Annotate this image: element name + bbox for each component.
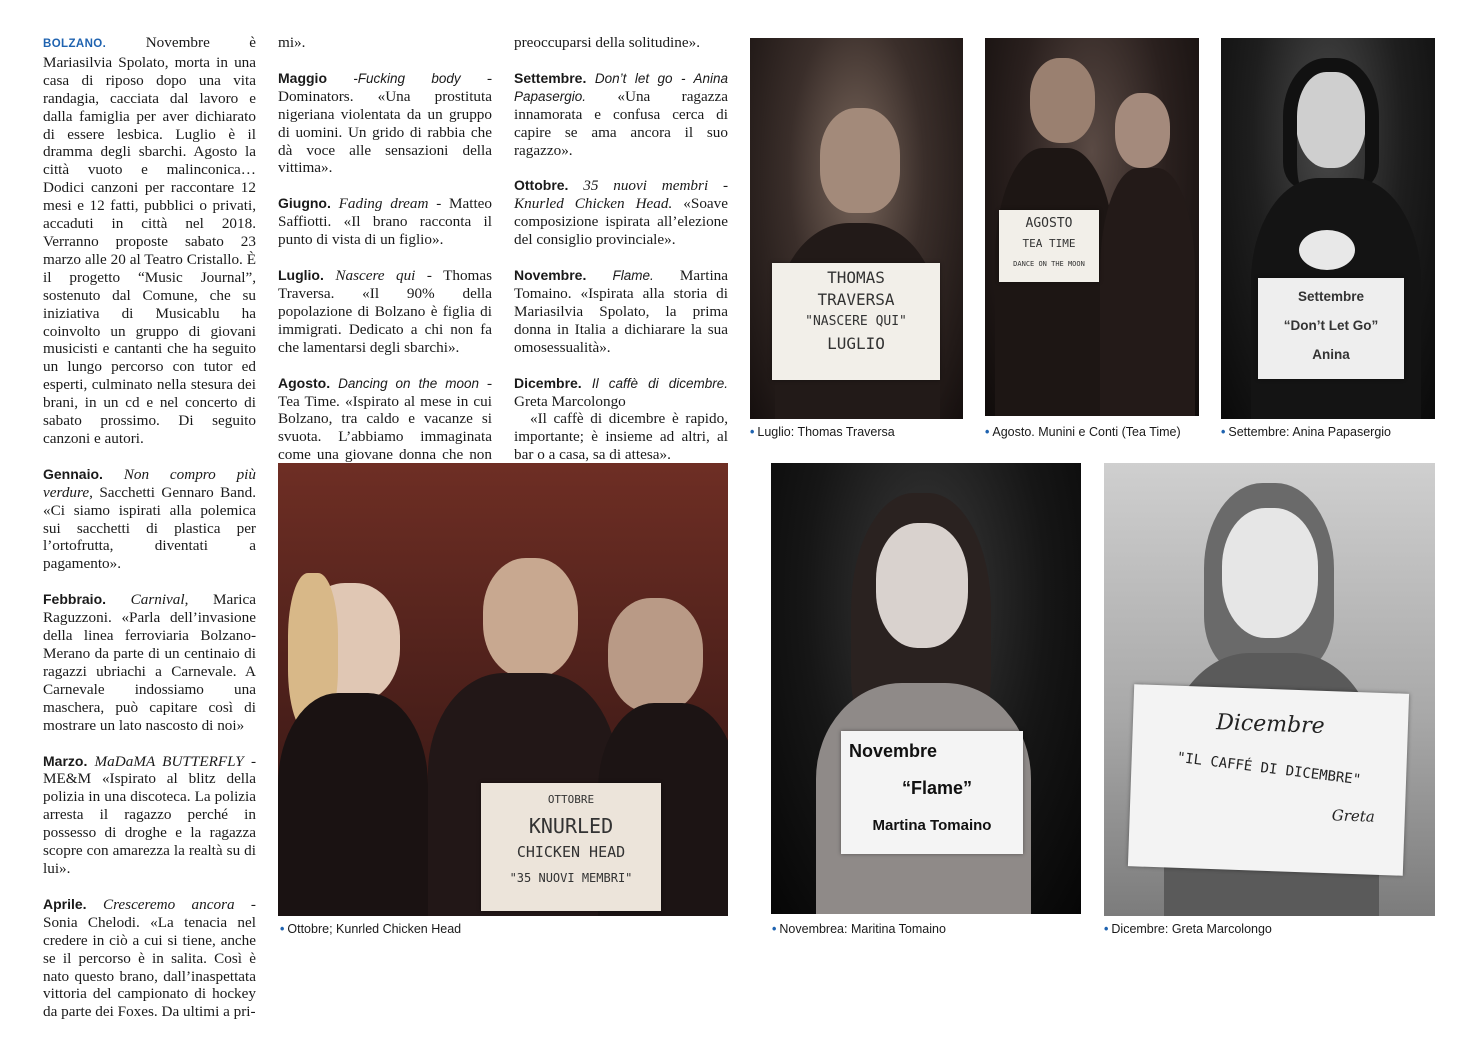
person-body <box>278 693 428 916</box>
entry-text: - Sonia Chelodi. «La tenacia nel credere in ciò a cui si tiene, anche se il percorso è in salita. Così è nato questo brano, dall’inaspettata vittoria del campionato di hockey da parte dei Foxes. Da ultimi a pri- <box>43 895 256 1021</box>
entry-quote: «Il caffè di dicembre è rapido, importante; è insieme ad altri, al bar o a casa, sa di attesa». <box>514 410 728 464</box>
song-title: Dancing on the moon <box>338 375 479 391</box>
bullet-icon: • <box>280 922 285 936</box>
entry-text: - Tea Time. «Ispirato al mese in cui Bolzano, tra caldo e vacanze si svuota. L’abbiamo immaginata come una giovane donna che non <box>278 374 493 464</box>
caption-settembre <box>1221 425 1391 439</box>
photo-ottobre <box>278 463 728 916</box>
song-title: Cresceremo ancora <box>102 895 235 913</box>
shirt-graphic <box>1299 230 1355 270</box>
entry-text: , Marica Raguzzoni. «Parla dell’invasione della linea ferroviaria Bolzano-Merano da parte di un centinaio di ragazzi ubriachi a Carnevale. A Carnevale indossiamo una maschera, può capitare così di mostrare un lato nascosto di noi» <box>43 591 256 734</box>
hand-sign <box>772 263 940 380</box>
sign-line: “Don’t Let Go” <box>1283 318 1379 333</box>
entry-text: - ME&M «Ispirato al blitz della polizia in una discoteca. La polizia arresta il ragazzo perché in possesso di droghe e la ragazza scopre con amarezza la realtà su di lui». <box>43 752 256 877</box>
sign-line: Dicembre <box>1215 710 1326 739</box>
photo-dicembre <box>1104 463 1435 916</box>
caption-ottobre <box>280 922 461 936</box>
entry-novembre <box>514 267 728 357</box>
sign-line: TEA TIME <box>1022 237 1076 250</box>
article-column-2 <box>278 34 492 500</box>
song-title: Carnival <box>130 591 185 609</box>
month-label: Maggio <box>278 69 327 86</box>
entry-giugno <box>278 195 492 249</box>
caption-luglio <box>750 425 895 439</box>
entry-settembre <box>514 70 728 160</box>
entry-text: Martina Tomaino. «Ispirata alla storia di Mariasilvia Spolato, la prima donna in Italia a dichiarare la sua omosessualità». <box>514 267 729 356</box>
article-intro <box>43 34 256 448</box>
song-title: Fading dream <box>338 195 429 213</box>
entry-luglio <box>278 267 492 357</box>
sign-line: DANCE ON THE MOON <box>1013 260 1085 268</box>
caption-text: Luglio: Thomas Traversa <box>757 425 895 439</box>
bullet-icon: • <box>1221 425 1226 439</box>
hand-sign <box>1128 684 1409 875</box>
hand-sign <box>999 210 1099 282</box>
person-body <box>995 148 1115 416</box>
month-label: Settembre. <box>514 69 587 86</box>
continued-text: preoccuparsi della solitudine». <box>514 34 700 51</box>
hand-sign <box>1258 278 1404 379</box>
sign-line: Anina <box>1312 347 1350 362</box>
month-label: Marzo. <box>43 752 88 769</box>
sign-line: Settembre <box>1297 289 1365 304</box>
person-silhouette <box>483 558 578 678</box>
entry-text: - Thomas Traversa. «Il 90% della popolazione di Bolzano è figlia di immigrati. Dedicato a chi non fa che lamentarsi degli sbarchi». <box>278 267 493 356</box>
entry-ottobre <box>514 177 728 249</box>
person-hair <box>1283 58 1379 188</box>
song-title: Flame. <box>612 268 654 284</box>
song-title: 35 nuovi membri - Knurled Chicken Head. <box>514 177 729 213</box>
entry-text: Greta Marcolongo <box>514 392 626 410</box>
month-label: Novembre. <box>514 267 587 284</box>
month-label: Aprile. <box>43 895 87 912</box>
caption-text: Agosto. Munini e Conti (Tea Time) <box>992 425 1181 439</box>
sign-line: Martina Tomaino <box>872 817 992 834</box>
sign-line: LUGLIO <box>827 334 885 353</box>
person-silhouette <box>876 523 968 648</box>
photo-agosto <box>985 38 1199 416</box>
person-silhouette <box>1115 93 1170 168</box>
month-label: Gennaio. <box>43 465 103 482</box>
month-label: Ottobre. <box>514 177 569 194</box>
caption-text: Dicembre: Greta Marcolongo <box>1111 922 1272 936</box>
song-title: Don’t let go - Anina Papasergio. <box>514 70 728 104</box>
song-title: Il caffè di dicembre. <box>591 375 728 391</box>
person-silhouette <box>820 108 900 213</box>
month-label: Giugno. <box>278 195 331 212</box>
song-title: Non compro più verdure <box>43 465 256 501</box>
sign-line: "35 NUOVI MEMBRI" <box>509 871 633 885</box>
person-silhouette <box>1222 508 1318 638</box>
entry-text: «Soave composizione ispirata all’elezione del consiglio provinciale». <box>514 195 728 249</box>
sign-line: THOMAS <box>827 268 885 287</box>
hand-sign <box>841 731 1023 854</box>
entry-text: - Dominators. «Una prostituta nigeriana violentata da un gruppo di uomini. Un grido di rabbia che dà voce alle sensazioni della vittima». <box>278 69 492 177</box>
sign-line: CHICKEN HEAD <box>516 843 626 861</box>
month-label: Luglio. <box>278 267 324 284</box>
entry-febbraio <box>43 591 256 734</box>
photo-novembre <box>771 463 1081 914</box>
sign-line: "IL CAFFÉ DI DICEMBRE" <box>1175 749 1362 789</box>
person-silhouette <box>1030 58 1095 143</box>
sign-line: TRAVERSA <box>817 290 895 309</box>
entry-gennaio <box>43 466 256 573</box>
article-column-1 <box>43 34 256 1039</box>
song-title: MaDaMA BUTTERFLY <box>94 752 244 770</box>
bullet-icon: • <box>1104 922 1109 936</box>
sign-line: "NASCERE QUI" <box>805 314 907 329</box>
person-silhouette <box>608 598 703 713</box>
entry-text: «Una ragazza innamorata e confusa cerca di capire se ama ancora il suo ragazzo». <box>514 87 728 159</box>
caption-text: Settembre: Anina Papasergio <box>1228 425 1391 439</box>
entry-maggio <box>278 70 492 177</box>
month-label: Dicembre. <box>514 374 582 391</box>
caption-text: Ottobre; Kunrled Chicken Head <box>287 922 462 936</box>
entry-aprile <box>43 896 256 1021</box>
sign-line: AGOSTO <box>1025 216 1073 231</box>
sign-line: “Flame” <box>901 778 973 798</box>
intro-text: Novembre è Mariasilvia Spolato, morta in una casa di riposo dopo una vita randagia, cacciata dal lavoro e dalla famiglia per aver dichiarato di essere lesbica. Luglio è il dramma degli sbarchi. Agosto la città vuoto e malinconica… Dodici canzoni per raccontare 12 mesi e 12 fatti, pubblici o privati, accaduti in città nel 2018. Verranno proposte sabato 23 marzo alle 20 al Teatro Cristallo. È il progetto “Music Journal”, sostenuto dal Comune, che su iniziativa di Musicablu ha coinvolto un gruppo di giovani musicisti e cantanti che ha seguito un lungo percorso con tutor ed esperti, culminato nella stesura dei brani, in un cd e nel concerto di sabato prossimo. Di seguito canzoni e autori. <box>43 34 256 447</box>
entry-text: , Sacchetti Gennaro Band. «Ci siamo ispirati alla polemica sui sacchetti di plastica per l’ortofrutta, diventati a pagamento». <box>43 483 256 573</box>
article-column-3 <box>514 34 728 482</box>
dateline: BOLZANO. <box>43 38 107 50</box>
month-label: Agosto. <box>278 374 331 391</box>
caption-dicembre <box>1104 922 1272 936</box>
caption-agosto <box>985 425 1181 439</box>
entry-text: - Matteo Saffiotti. «Il brano racconta il punto di vista di un figlio». <box>278 195 492 249</box>
person-body <box>1100 168 1195 416</box>
sign-line: KNURLED <box>528 814 614 838</box>
caption-novembre <box>772 922 946 936</box>
sign-line: OTTOBRE <box>547 793 595 806</box>
entry-marzo <box>43 753 256 878</box>
caption-text: Novembrea: Maritina Tomaino <box>779 922 946 936</box>
sign-line: Greta <box>1331 806 1376 826</box>
continued-text: mi». <box>278 34 306 51</box>
hand-sign <box>481 783 661 911</box>
bullet-icon: • <box>772 922 777 936</box>
song-title: -Fucking body <box>327 70 461 86</box>
sign-line: Novembre <box>849 741 938 761</box>
song-title: Nascere qui <box>335 267 416 285</box>
bullet-icon: • <box>750 425 755 439</box>
bullet-icon: • <box>985 425 990 439</box>
month-label: Febbraio. <box>43 591 107 608</box>
photo-settembre <box>1221 38 1435 419</box>
photo-luglio <box>750 38 963 419</box>
entry-dicembre <box>514 375 728 411</box>
